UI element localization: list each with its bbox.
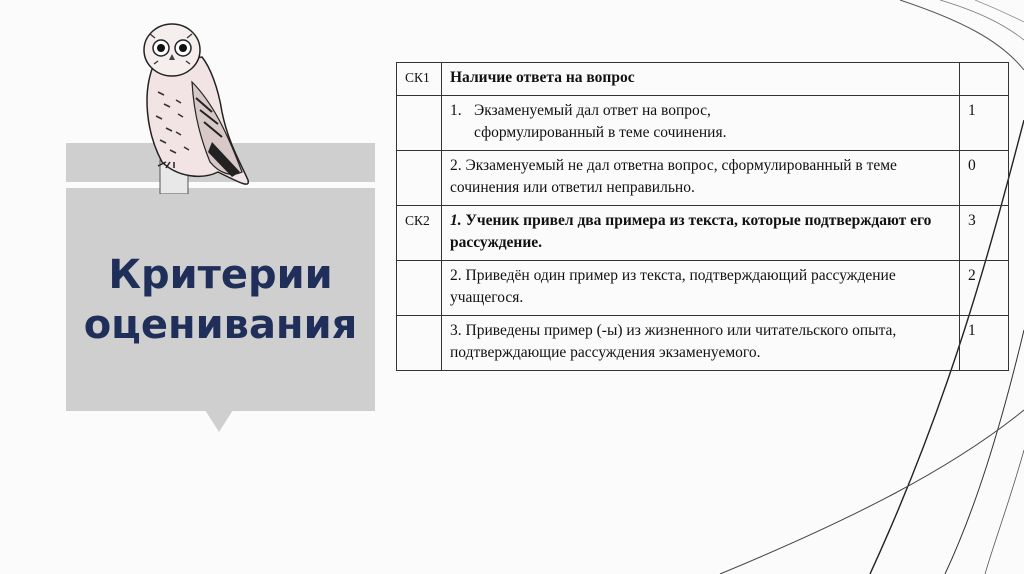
criterion-score: 1 — [960, 316, 1009, 371]
table-row — [397, 96, 1009, 151]
title-line-2: оценивания — [83, 301, 358, 348]
item-text: Ученик привел два примера из текста, которые подтверждают его рассуждение. — [450, 212, 932, 251]
table-row — [397, 316, 1009, 371]
criterion-score: 2 — [960, 261, 1009, 316]
title-panel — [66, 188, 375, 411]
item-number: 1. — [450, 102, 462, 119]
table-row — [397, 206, 1009, 261]
criterion-description — [442, 316, 960, 371]
item-text-line-2: сформулированный в теме сочинения. — [474, 124, 727, 141]
item-text: Экзаменуемый не дал ответна вопрос, сформулированный в теме сочинения или ответил неправильно. — [450, 157, 897, 196]
title-line-1: Критерии — [108, 251, 333, 298]
table-row — [397, 63, 1009, 96]
item-number: 3. — [450, 322, 462, 339]
criterion-score: 3 — [960, 206, 1009, 261]
criterion-description — [442, 151, 960, 206]
criterion-code — [397, 151, 442, 206]
criterion-description — [442, 206, 960, 261]
criterion-score: 0 — [960, 151, 1009, 206]
item-number: 2. — [450, 157, 462, 174]
item-text-line-1: Экзаменуемый дал ответ на вопрос, — [474, 102, 711, 119]
item-number: 1. — [450, 212, 462, 229]
criterion-description — [442, 96, 960, 151]
page-title — [84, 250, 358, 350]
criterion-description — [442, 261, 960, 316]
criterion-score — [960, 63, 1009, 96]
owl-illustration — [132, 12, 250, 194]
criterion-code: СК1 — [397, 63, 442, 96]
item-text: Приведён один пример из текста, подтверждающий рассуждение учащегося. — [450, 267, 896, 306]
criterion-score: 1 — [960, 96, 1009, 151]
criterion-code — [397, 96, 442, 151]
criterion-code — [397, 261, 442, 316]
criteria-table — [396, 62, 1009, 371]
item-text: Приведены пример (-ы) из жизненного или читательского опыта, подтверждающие рассуждения экзаменуемого. — [450, 322, 897, 361]
table-row — [397, 261, 1009, 316]
criterion-code — [397, 316, 442, 371]
table-row — [397, 151, 1009, 206]
criterion-description: Наличие ответа на вопрос — [442, 63, 960, 96]
item-number: 2. — [450, 267, 462, 284]
criterion-code: СК2 — [397, 206, 442, 261]
title-pointer — [205, 410, 233, 432]
